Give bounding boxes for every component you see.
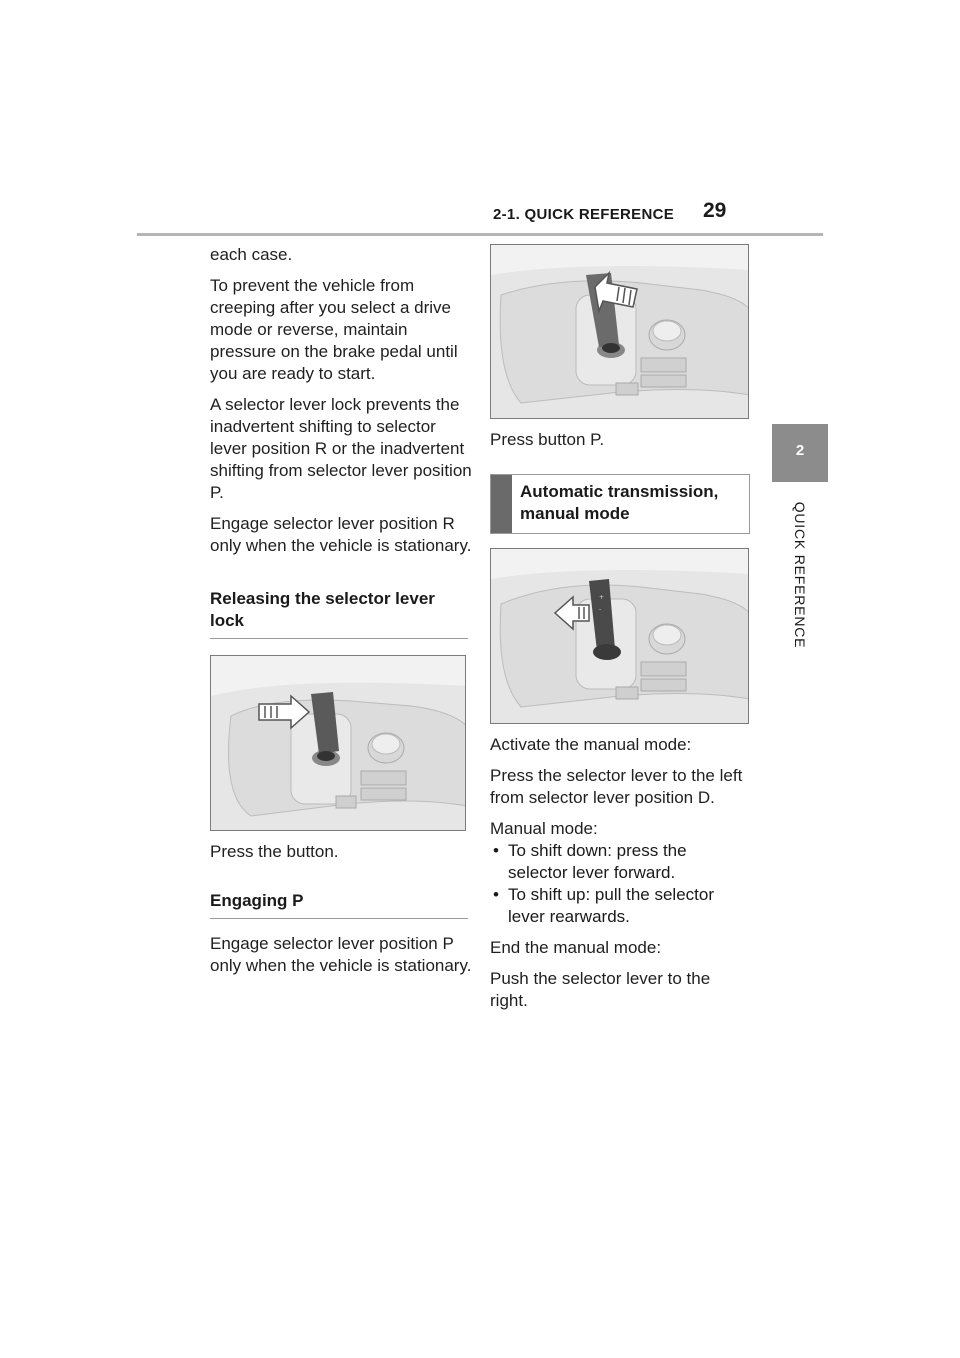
paragraph: Press the selector lever to the left from selector lever position D. (490, 766, 743, 807)
paragraph: Manual mode: (490, 819, 598, 838)
paragraph: End the manual mode: (490, 938, 662, 957)
selector-lever-illustration (211, 656, 466, 831)
list-item: • To shift up: pull the selector lever rearwards. (490, 884, 750, 928)
figure-manual-mode (490, 548, 749, 724)
paragraph: To prevent the vehicle from creeping after you select a drive mode or reverse, maintain pressure on the brake pedal until you are ready to start. (210, 276, 458, 383)
svg-text:-: - (599, 606, 602, 613)
heading-manual-mode (490, 474, 750, 534)
chapter-side-label: QUICK REFERENCE (792, 501, 808, 649)
chapter-tab (772, 424, 828, 482)
right-column (490, 244, 750, 1021)
list-item: • To shift down: press the selector lever forward. (490, 840, 750, 884)
figure-release-lock (210, 655, 466, 831)
page-header (0, 0, 960, 240)
paragraph: Push the selector lever to the right. (490, 969, 711, 1010)
paragraph: Activate the manual mode: (490, 735, 692, 754)
chapter-tab-number: 2 (795, 442, 805, 459)
header-rule (137, 233, 823, 236)
paragraph: A selector lever lock prevents the inadvertent shifting to selector lever position R or the inadvertent shifting from selector lever position P. (210, 395, 472, 502)
figure-caption: Press the button. (210, 842, 339, 861)
figure-press-button-p (490, 244, 749, 419)
heading-releasing-lock: Releasing the selector lever lock (210, 588, 468, 639)
heading-accent-bar (491, 475, 512, 533)
section-title: 2-1. QUICK REFERENCE (493, 206, 675, 223)
selector-lever-illustration (491, 549, 749, 724)
left-column (210, 244, 472, 986)
selector-lever-illustration (491, 245, 749, 419)
paragraph: Engage selector lever position P only when the vehicle is stationary. (210, 934, 472, 975)
page-number: 29 (703, 199, 727, 222)
paragraph: each case. (210, 245, 293, 264)
svg-text:+: + (599, 594, 605, 601)
manual-mode-list (490, 840, 750, 928)
paragraph: Engage selector lever position R only when the vehicle is stationary. (210, 514, 472, 555)
figure-caption: Press button P. (490, 430, 605, 449)
heading-manual-mode-text: Automatic transmission, manual mode (520, 482, 719, 523)
heading-engaging-p: Engaging P (210, 890, 468, 919)
